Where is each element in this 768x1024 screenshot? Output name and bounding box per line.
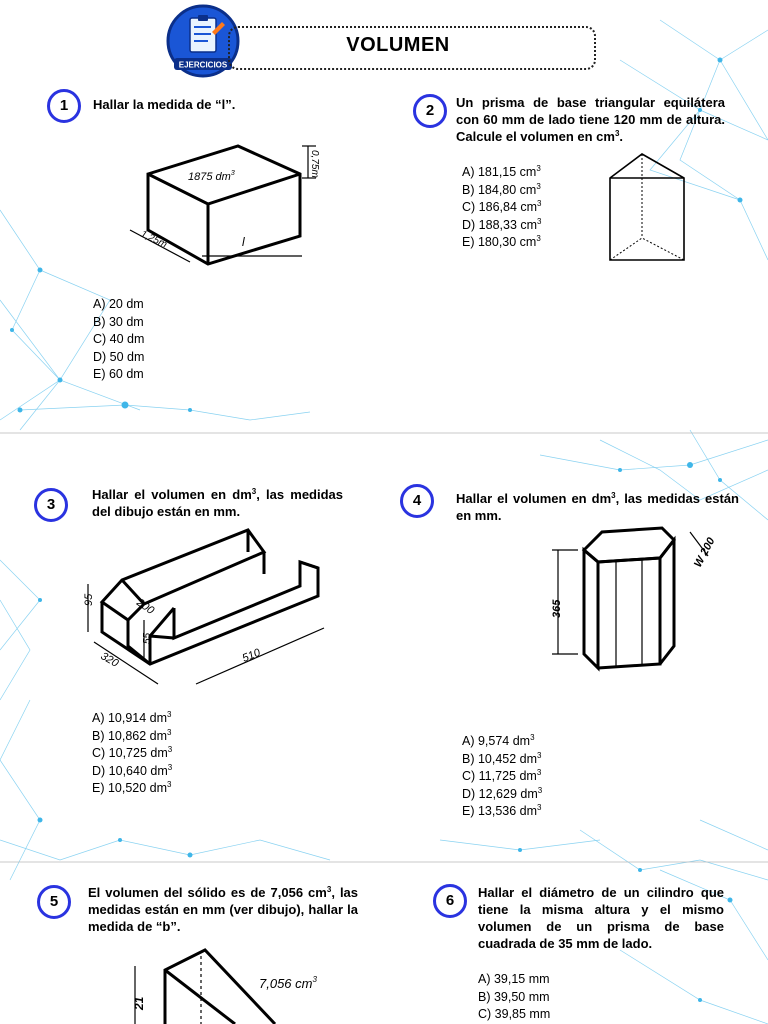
figure-3-dim-b: 95 [83, 593, 95, 606]
question-3-options [92, 710, 172, 798]
option-a[interactable]: A) 181,15 $cm^3$ [462, 164, 541, 179]
question-6-text: Hallar el diámetro de un cilindro que tiene la misma altura y el mismo volumen de un prisma de base cuadrada de 35 mm de lado. [478, 885, 724, 951]
page-title: VOLUMEN [346, 34, 450, 56]
question-2-body: Un prisma de base triangular equilátera con 60 mm de lado tiene 120 mm de altura. Calcule el volumen en cm [456, 95, 725, 144]
option-b[interactable]: B) 10,862 $dm^3$ [92, 727, 172, 743]
figure-5-solid [125, 946, 345, 1024]
option-c[interactable]: C) 40 dm [93, 332, 145, 346]
option-d[interactable]: D) 50 dm [93, 349, 145, 364]
figure-3-dim-d: 320 [98, 650, 121, 670]
figure-1-height: 0,75m [309, 150, 320, 178]
option-c[interactable]: C) 39,85 mm [478, 1007, 551, 1021]
figure-3-u-channel [78, 524, 350, 694]
option-d[interactable]: D) 12,629 $dm^3$ [462, 785, 543, 801]
question-6-options [478, 971, 550, 1024]
figure-2-triangular-prism [606, 150, 690, 264]
logo-label: EJERCICIOS [178, 60, 228, 70]
question-number-2: 2 [413, 94, 447, 128]
question-3-text: Hallar el volumen en $dm^3$, las medidas del dibujo están en mm. [92, 487, 343, 519]
question-number-6: 6 [433, 884, 467, 918]
option-a[interactable]: A) 10,914 $dm^3$ [92, 710, 172, 725]
option-d[interactable]: D) 10,640 $dm^3$ [92, 762, 173, 778]
figure-3-dim-c: 55 [142, 632, 153, 644]
figure-1-length: l [242, 235, 245, 249]
option-b[interactable]: B) 184,80 $cm^3$ [462, 181, 541, 197]
option-a[interactable]: A) 9,574 $dm^3$ [462, 733, 535, 748]
figure-3-dim-e: 510 [240, 646, 263, 665]
question-5-text: El volumen del sólido es de 7,056 $cm^3$, las medidas están en mm (ver dibujo), hallar la medida de “b”. [88, 885, 359, 934]
option-b[interactable]: B) 10,452 $dm^3$ [462, 750, 542, 766]
figure-1-box [120, 138, 335, 268]
svg-text:1875 dm3: 1875 $dm^3$ [188, 170, 235, 183]
option-e[interactable]: E) 180,30 $cm^3$ [462, 234, 541, 249]
option-e[interactable]: E) 13,536 $dm^3$ [462, 803, 542, 818]
figure-5-height: 21 [132, 996, 146, 1010]
option-b[interactable]: B) 30 dm [93, 314, 144, 329]
option-b[interactable]: B) 39,50 mm [478, 989, 550, 1004]
option-d[interactable]: D) 188,33 $cm^3$ [462, 216, 542, 232]
option-e[interactable]: E) 10,520 $dm^3$ [92, 780, 172, 795]
figure-1-width: 1,25m [138, 228, 169, 251]
figure-4-octagonal-prism [548, 522, 732, 674]
option-e[interactable]: E) 60 dm [93, 367, 144, 381]
question-number-1: 1 [47, 89, 81, 123]
svg-text:7,056 cm3: 7,056 $cm^3$ [259, 975, 317, 991]
option-c[interactable]: C) 186,84 $cm^3$ [462, 199, 542, 214]
question-2-options [462, 164, 541, 252]
question-4-text: Hallar el volumen en $dm^3$, las medidas están en mm. [456, 491, 739, 523]
question-number-5: 5 [37, 885, 71, 919]
question-1-options [93, 296, 144, 384]
question-number-4: 4 [400, 484, 434, 518]
option-c[interactable]: C) 11,725 $dm^3$ [462, 768, 542, 783]
figure-1-volume: 1875 dm [188, 171, 231, 183]
question-2-text: Un prisma de base triangular equilátera con 60 mm de lado tiene 120 mm de altura. Calcule el volumen en $cm^3$. [456, 95, 725, 144]
option-a[interactable]: A) 20 dm [93, 297, 144, 311]
question-number-3: 3 [34, 488, 68, 522]
figure-3-dim-a: 200 [134, 596, 157, 617]
question-1-text: Hallar la medida de “l”. [93, 97, 236, 112]
question-4-options [462, 733, 542, 821]
option-a[interactable]: A) 39,15 mm [478, 972, 550, 986]
option-c[interactable]: C) 10,725 $dm^3$ [92, 745, 173, 760]
figure-4-height: 365 [551, 599, 563, 618]
figure-4-width: W 200 [692, 535, 718, 570]
figure-5-volume: 7,056 cm [259, 976, 313, 991]
